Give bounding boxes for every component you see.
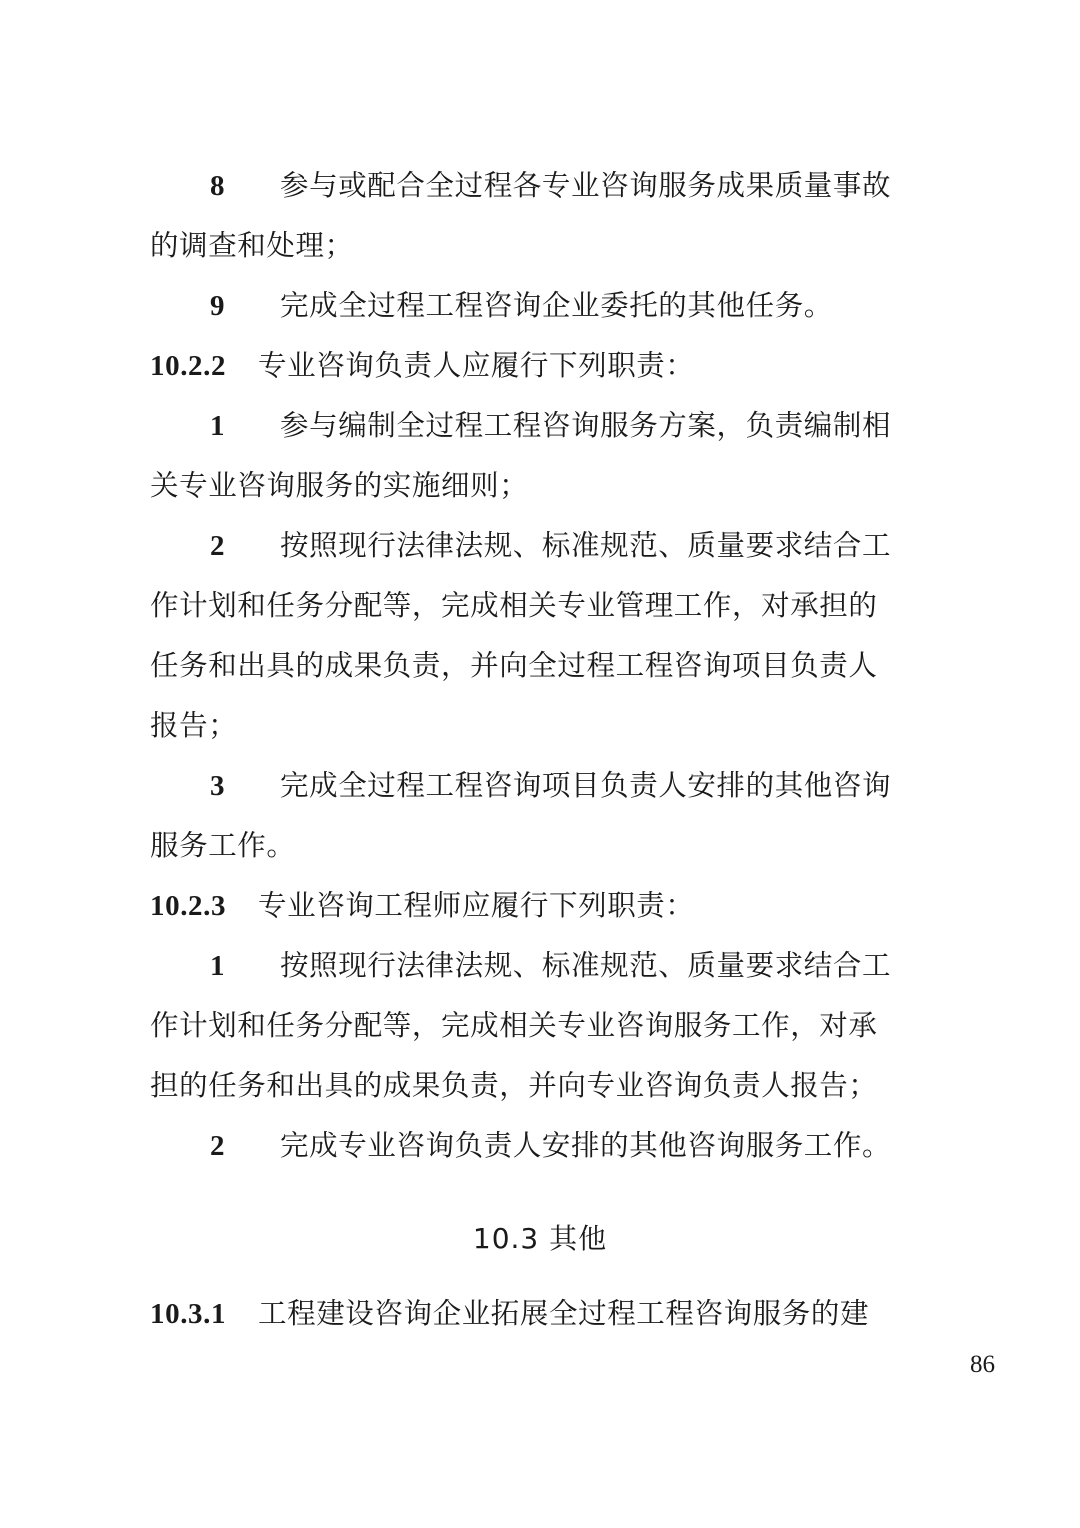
list-item-continuation (150, 581, 930, 631)
item-text: 参与编制全过程工程咨询服务方案，负责编制相 (280, 409, 892, 442)
item-text: 按照现行法律法规、标准规范、质量要求结合工 (280, 529, 892, 562)
list-item-continuation (150, 461, 930, 511)
list-item (150, 941, 930, 991)
list-item-continuation (150, 821, 930, 871)
list-item-continuation (150, 1001, 930, 1051)
list-item (150, 281, 930, 331)
item-text: 任务和出具的成果负责，并向全过程工程咨询项目负责人 (150, 649, 878, 682)
item-number: 9 (210, 290, 226, 322)
clause-text: 工程建设咨询企业拓展全过程工程咨询服务的建 (258, 1297, 870, 1330)
item-text: 作计划和任务分配等，完成相关专业咨询服务工作，对承 (150, 1009, 878, 1042)
item-text: 参与或配合全过程各专业咨询服务成果质量事故 (280, 169, 892, 202)
item-text: 报告； (150, 709, 238, 742)
item-text: 关专业咨询服务的实施细则； (150, 469, 529, 502)
item-number: 3 (210, 770, 226, 802)
list-item (150, 161, 930, 211)
item-number: 2 (210, 530, 226, 562)
clause-number: 10.2.2 (150, 350, 227, 382)
item-text: 的调查和处理； (150, 229, 354, 262)
item-number: 1 (210, 410, 226, 442)
item-text: 按照现行法律法规、标准规范、质量要求结合工 (280, 949, 892, 982)
list-item (150, 521, 930, 571)
page-number: 86 (970, 1351, 995, 1378)
list-item (150, 401, 930, 451)
list-item-continuation (150, 1061, 930, 1111)
list-item-continuation (150, 701, 930, 751)
item-text: 完成专业咨询负责人安排的其他咨询服务工作。 (280, 1129, 892, 1162)
clause (150, 881, 930, 931)
item-text: 担的任务和出具的成果负责，并向专业咨询负责人报告； (150, 1069, 878, 1102)
item-number: 8 (210, 170, 226, 202)
section-title: 10.3 其他 (472, 1222, 608, 1255)
item-number: 2 (210, 1130, 226, 1162)
list-item (150, 761, 930, 811)
clause-number: 10.2.3 (150, 890, 227, 922)
clause (150, 341, 930, 391)
clause-text: 专业咨询负责人应履行下列职责： (258, 349, 695, 382)
item-text: 服务工作。 (150, 829, 296, 862)
list-item-continuation (150, 221, 930, 271)
item-text: 作计划和任务分配等，完成相关专业管理工作，对承担的 (150, 589, 878, 622)
clause (150, 1289, 930, 1339)
item-text: 完成全过程工程咨询项目负责人安排的其他咨询 (280, 769, 892, 802)
clause-text: 专业咨询工程师应履行下列职责： (258, 889, 695, 922)
list-item (150, 1121, 930, 1171)
item-number: 1 (210, 950, 226, 982)
clause-number: 10.3.1 (150, 1298, 227, 1330)
list-item-continuation (150, 641, 930, 691)
item-text: 完成全过程工程咨询企业委托的其他任务。 (280, 289, 833, 322)
